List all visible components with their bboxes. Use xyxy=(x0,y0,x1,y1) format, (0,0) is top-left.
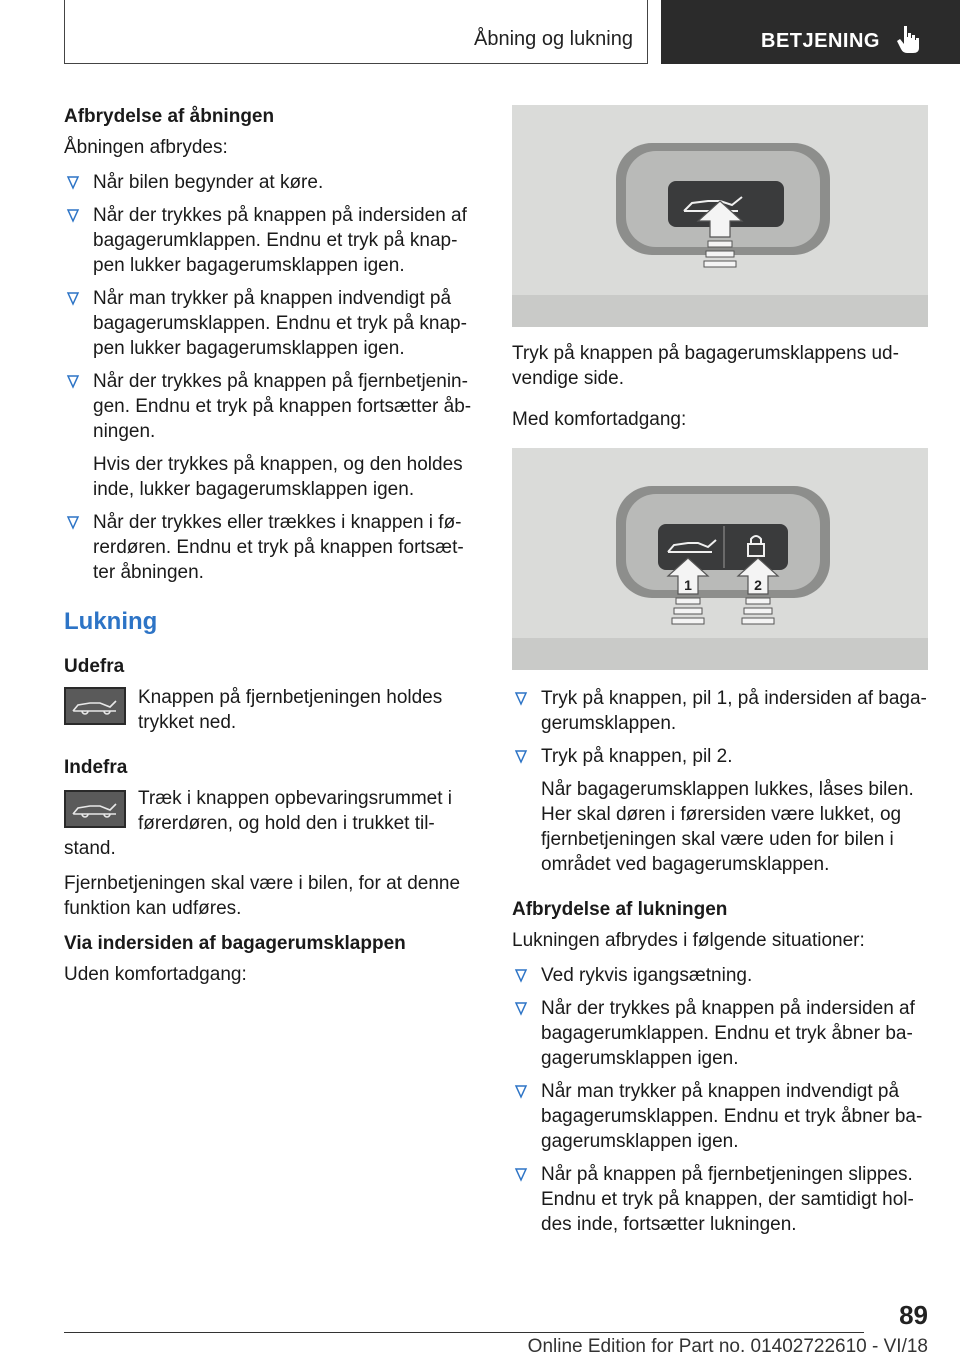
chapter-title: Åbning og lukning xyxy=(473,28,633,50)
triangle-bullet-icon xyxy=(514,746,528,766)
triangle-bullet-icon xyxy=(514,1164,528,1184)
interrupt-opening-title: Afbrydelse af åbningen xyxy=(64,106,275,127)
list-item-text: Når der trykkes på knappen på fjernbetjenin-gen. Endnu et tryk på knappen fortsætter åb-ningen. xyxy=(93,371,472,442)
list-item xyxy=(512,744,928,877)
triangle-bullet-icon xyxy=(514,1081,528,1101)
list-item xyxy=(64,170,476,195)
list-item xyxy=(512,686,928,736)
list-item xyxy=(512,1079,928,1154)
remote-note: Fjernbetjeningen skal være i bilen, for at denne funktion kan udføres. xyxy=(64,873,461,919)
triangle-bullet-icon xyxy=(66,512,80,532)
interrupt-opening-list xyxy=(64,170,476,585)
list-item-text: Når der trykkes på knappen på indersiden af bagagerumklappen. Endnu et tryk på knap-pen lukker bagagerumsklappen igen. xyxy=(93,205,467,276)
list-item xyxy=(64,369,476,502)
interrupt-closing-intro: Lukningen afbrydes i følgende situationer: xyxy=(512,930,865,951)
via-inside-text: Uden komfortadgang: xyxy=(64,964,247,985)
list-item-text: Tryk på knappen, pil 1, på indersiden af baga-gerumsklappen. xyxy=(541,688,927,734)
list-item xyxy=(64,286,476,361)
list-item xyxy=(512,996,928,1071)
section-label: BETJENING xyxy=(761,30,880,52)
list-item xyxy=(512,1162,928,1237)
triangle-bullet-icon xyxy=(66,205,80,225)
page-number: 89 xyxy=(899,1300,928,1330)
arrow-1-label: 1 xyxy=(684,577,692,593)
header-section-box xyxy=(661,0,960,64)
triangle-bullet-icon xyxy=(514,998,528,1018)
triangle-bullet-icon xyxy=(66,288,80,308)
trunk-open-icon xyxy=(64,687,126,725)
list-item-text: Når der trykkes på knappen på indersiden af bagagerumklappen. Endnu et tryk åbner ba-gagerumsklappen igen. xyxy=(541,998,915,1069)
interrupt-closing-list xyxy=(512,963,928,1237)
photo1-caption: Tryk på knappen på bagagerumsklappens ud-vendige side. xyxy=(512,343,899,389)
comfort-list xyxy=(512,686,928,877)
trunk-button-photo xyxy=(512,105,928,327)
closing-section-title: Lukning xyxy=(64,608,158,635)
trunk-open-icon xyxy=(64,790,126,828)
list-item-text: Når der trykkes eller trækkes i knappen i fø-rerdøren. Endnu et tryk på knappen fortsæt-ter åbningen. xyxy=(93,512,464,583)
triangle-bullet-icon xyxy=(514,688,528,708)
edition-text: Online Edition for Part no. 01402722610 - VI/18 xyxy=(527,1336,928,1357)
left-column xyxy=(64,104,476,997)
comfort-buttons-photo xyxy=(512,448,928,670)
list-item-subtext: Når bagagerumsklappen lukkes, låses bilen. Her skal døren i førersiden være lukket, og fjernbetjeningen skal være uden for bilen i området ved bagagerumsklappen. xyxy=(541,779,914,875)
interrupt-opening-intro: Åbningen afbrydes: xyxy=(64,137,228,158)
list-item-text: Når bilen begynder at køre. xyxy=(93,172,324,193)
list-item xyxy=(64,203,476,278)
footer-divider xyxy=(64,1332,864,1333)
list-item-text: Ved rykvis igangsætning. xyxy=(541,965,753,986)
list-item-text: Tryk på knappen, pil 2. xyxy=(541,746,733,767)
list-item xyxy=(512,963,928,988)
right-column xyxy=(512,105,928,1245)
outside-title: Udefra xyxy=(64,656,125,677)
comfort-label: Med komfortadgang: xyxy=(512,409,687,430)
header-chapter-box xyxy=(64,0,648,64)
triangle-bullet-icon xyxy=(66,172,80,192)
list-item-subtext: Hvis der trykkes på knappen, og den holdes inde, lukker bagagerumsklappen igen. xyxy=(93,454,463,500)
inside-block xyxy=(64,786,476,861)
list-item-text: Når på knappen på fjernbetjeningen slippes. Endnu et tryk på knappen, der samtidigt hol-des inde, fortsætter lukningen. xyxy=(541,1164,914,1235)
list-item-text: Når man trykker på knappen indvendigt på bagagerumsklappen. Endnu et tryk på knap-pen lukker bagagerumsklappen igen. xyxy=(93,288,467,359)
via-inside-title: Via indersiden af bagagerumsklappen xyxy=(64,933,406,954)
inside-text: Træk i knappen opbevaringsrummet i førerdøren, og hold den i trukket til-stand. xyxy=(64,788,452,859)
inside-title: Indefra xyxy=(64,757,128,778)
triangle-bullet-icon xyxy=(66,371,80,391)
list-item xyxy=(64,510,476,585)
list-item-text: Når man trykker på knappen indvendigt på bagagerumsklappen. Endnu et tryk åbner ba-gagerumsklappen igen. xyxy=(541,1081,923,1152)
arrow-2-label: 2 xyxy=(754,577,762,593)
outside-row xyxy=(64,685,476,735)
outside-text: Knappen på fjernbetjeningen holdes trykket ned. xyxy=(138,687,443,733)
triangle-bullet-icon xyxy=(514,965,528,985)
hand-pointer-icon xyxy=(895,24,921,54)
interrupt-closing-title: Afbrydelse af lukningen xyxy=(512,899,728,920)
